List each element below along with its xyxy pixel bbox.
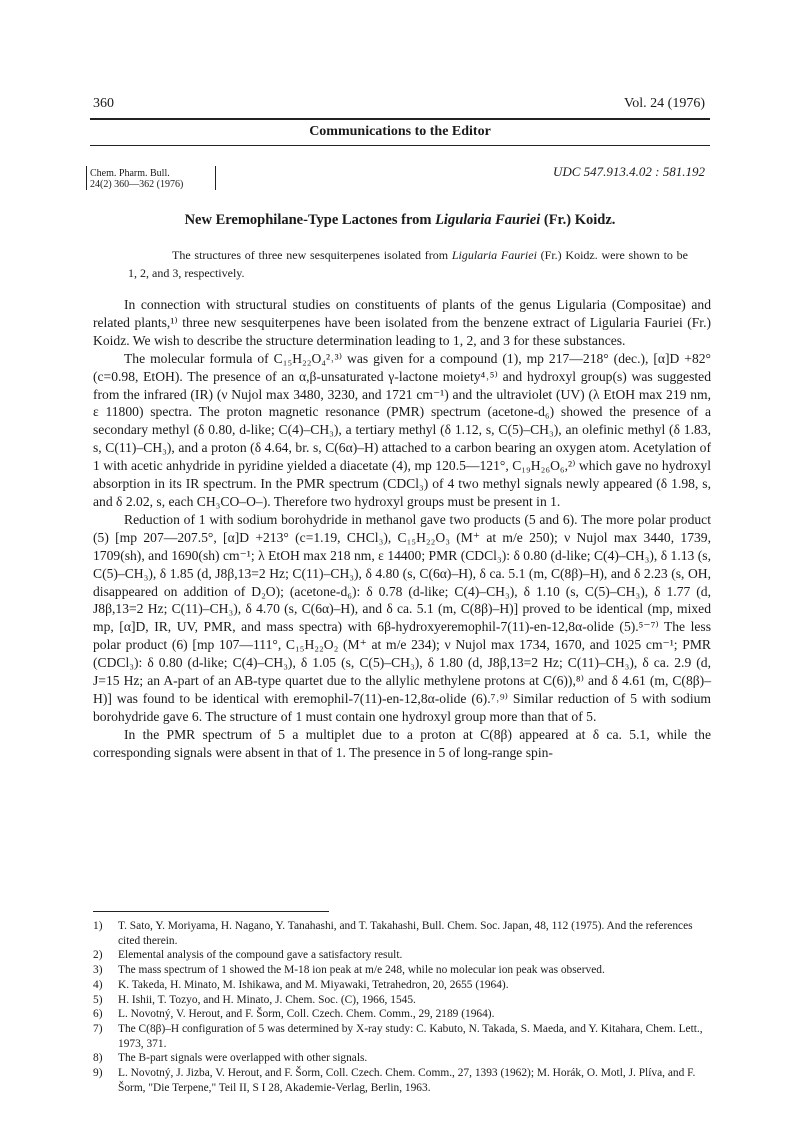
footnote: 9) L. Novotný, J. Jizba, V. Herout, and F. Šorm, Coll. Czech. Chem. Comm., 27, 1393 (1962); M. Horák, O. Motl, J. Plíva, and F. Šorm, "Die Terpene," Teil II, S I 28, Akademie-Verlag, Berlin, 1963.	[93, 1067, 696, 1094]
section-rule	[90, 145, 710, 146]
title-start: New Eremophilane-Type Lactones from	[184, 212, 436, 228]
abstract-part2: (Fr.) Koidz. were shown to be 1, 2, and 3, respectively.	[128, 248, 688, 280]
footnote: 4) K. Takeda, H. Minato, M. Ishikawa, and M. Miyawaki, Tetrahedron, 20, 2655 (1964).	[93, 978, 509, 991]
title-species: Ligularia Fauriei	[435, 212, 541, 228]
abstract-part1: The structures of three new sesquiterpenes isolated from	[172, 248, 452, 262]
footnote: 3) The mass spectrum of 1 showed the M-18 ion peak at m/e 248, while no molecular ion peak was observed.	[93, 964, 605, 977]
footnote-rule	[93, 911, 329, 912]
footnote: 2) Elemental analysis of the compound gave a satisfactory result.	[93, 949, 403, 962]
paragraph-4: In the PMR spectrum of 5 a multiplet due to a proton at C(8β) appeared at δ ca. 5.1, while the corresponding signals were absent in that of 1. The presence in 5 of long-range spin-	[93, 726, 711, 760]
footnote: 1) T. Sato, Y. Moriyama, H. Nagano, Y. Tanahashi, and T. Takahashi, Bull. Chem. Soc. Japan, 48, 112 (1975). And the references cited therein.	[93, 920, 693, 947]
citation	[90, 168, 183, 190]
paragraph-1: In connection with structural studies on constituents of plants of the genus Ligularia (Compositae) and related plants,¹⁾ three new sesquiterpenes have been isolated from the benzene extract of Ligularia Fauriei (Fr.) Koidz. We wish to describe the structure determination leading to 1, 2, and 3 for these substances.	[93, 297, 711, 348]
page-number: 360	[93, 96, 114, 111]
title-end: (Fr.) Koidz.	[540, 212, 616, 228]
abstract	[128, 246, 688, 282]
citation-journal: Chem. Pharm. Bull.	[90, 168, 170, 179]
section-title: Communications to the Editor	[309, 124, 491, 139]
footnote: 6) L. Novotný, V. Herout, and F. Šorm, Coll. Czech. Chem. Comm., 29, 2189 (1964).	[93, 1008, 495, 1021]
volume-label: Vol. 24 (1976)	[623, 96, 705, 111]
paragraph-3: Reduction of 1 with sodium borohydride in methanol gave two products (5 and 6). The more polar product (5) [mp 207—207.5°, [α]D +213° (c=1.19, CHCl₃), C₁₅H₂₂O₃ (M⁺ at m/e 250); ν Nujol max 3440, 1739, 1709(sh), and 1690(sh) cm⁻¹; λ EtOH max 218 nm, ε 14400; PMR (CDCl₃): δ 0.80 (d-like; C(4)–CH₃), δ 1.13 (s, C(5)–CH₃), δ 1.85 (d, J8β,13=2 Hz; C(11)–CH₃), δ 4.80 (s, C(6α)–H), δ ca. 5.1 (m, C(8β)–H), and δ 2.23 (s, OH, disappeared on addition of D₂O); (acetone-d₆): δ 0.78 (d-like; C(4)–CH₃), δ 1.10 (s, C(5)–CH₃), δ 1.77 (d, J8β,13=2 Hz; C(11)–CH₃), δ 4.70 (s, C(6α)–H), and δ ca. 5.1 (m, C(8β)–H)] proved to be identical (mp, mixed mp, [α]D, IR, UV, PMR, and mass spectra) with 6β-hydroxyeremophil-7(11)-en-12,8α-olide (5).⁵⁻⁷⁾ The less polar product (6) [mp 107—111°, C₁₅H₂₂O₂ (M⁺ at m/e 234); ν Nujol max 1734, 1670, and 1025 cm⁻¹; PMR (CDCl₃): δ 0.80 (d-like; C(4)–CH₃), δ 1.05 (s, C(5)–CH₃), δ 1.80 (d, J8β,13=2 Hz; C(11)–CH₃), δ ca. 2.9 (d, J=15 Hz; an A-part of an AB-type quartet due to the allylic methylene protons at C(6)),⁸⁾ and δ 4.61 (m, C(8β)–H)] was found to be identical with eremophil-7(11)-en-12,8α-olide (6).⁷˒⁹⁾ Similar reduction of 5 with sodium borohydride gave 6. The structure of 1 must contain one hydroxyl group more than that of 5.	[93, 511, 711, 724]
footnote: 8) The B-part signals were overlapped with other signals.	[93, 1052, 368, 1065]
abstract-species: Ligularia Fauriei	[451, 248, 537, 262]
paragraph-2: The molecular formula of C₁₅H₂₂O₄²˒³⁾ was given for a compound (1), mp 217—218° (dec.), [α]D +82° (c=0.98, EtOH). The presence of an α,β-unsaturated γ-lactone moiety⁴˒⁵⁾ and hydroxyl group(s) was suggested from the infrared (IR) (ν Nujol max 3480, 3230, and 1721 cm⁻¹) and the ultraviolet (UV) (λ EtOH max 219 nm, ε 11800) spectra. The proton magnetic resonance (PMR) spectrum (acetone-d₆) showed the presence of a secondary methyl (δ 0.80, d-like; C(4)–CH₃), a tertiary methyl (δ 1.12, s, C(5)–CH₃), an olefinic methyl (δ 1.83, s, C(11)–CH₃), and a proton (δ 4.64, br. s, C(6α)–H) attached to a carbon bearing an oxygen atom. Acetylation of 1 with acetic anhydride in pyridine yielded a diacetate (4), mp 120.5—121°, C₁₉H₂₆O₆,²⁾ which gave no hydroxyl absorption in its IR spectrum. In the PMR spectrum (CDCl₃) of 4 two methyl signals newly appeared (δ 1.98, s, and δ 2.02, s, each CH₃CO–O–). Therefore two hydroxyl groups must be present in 1.	[93, 350, 711, 509]
citation-volume: 24(2) 360—362 (1976)	[90, 179, 184, 190]
header-rule	[90, 118, 710, 120]
footnotes	[93, 919, 713, 1095]
article-body	[93, 296, 711, 762]
udc-code: UDC 547.913.4.02 : 581.192	[552, 164, 705, 179]
article-title	[90, 212, 710, 229]
footnote: 7) The C(8β)–H configuration of 5 was determined by X-ray study: C. Kabuto, N. Takada, S. Maeda, and Y. Kitahara, Chem. Lett., 1973, 371.	[93, 1022, 703, 1050]
footnote: 5) H. Ishii, T. Tozyo, and H. Minato, J. Chem. Soc. (C), 1966, 1545.	[93, 993, 416, 1006]
